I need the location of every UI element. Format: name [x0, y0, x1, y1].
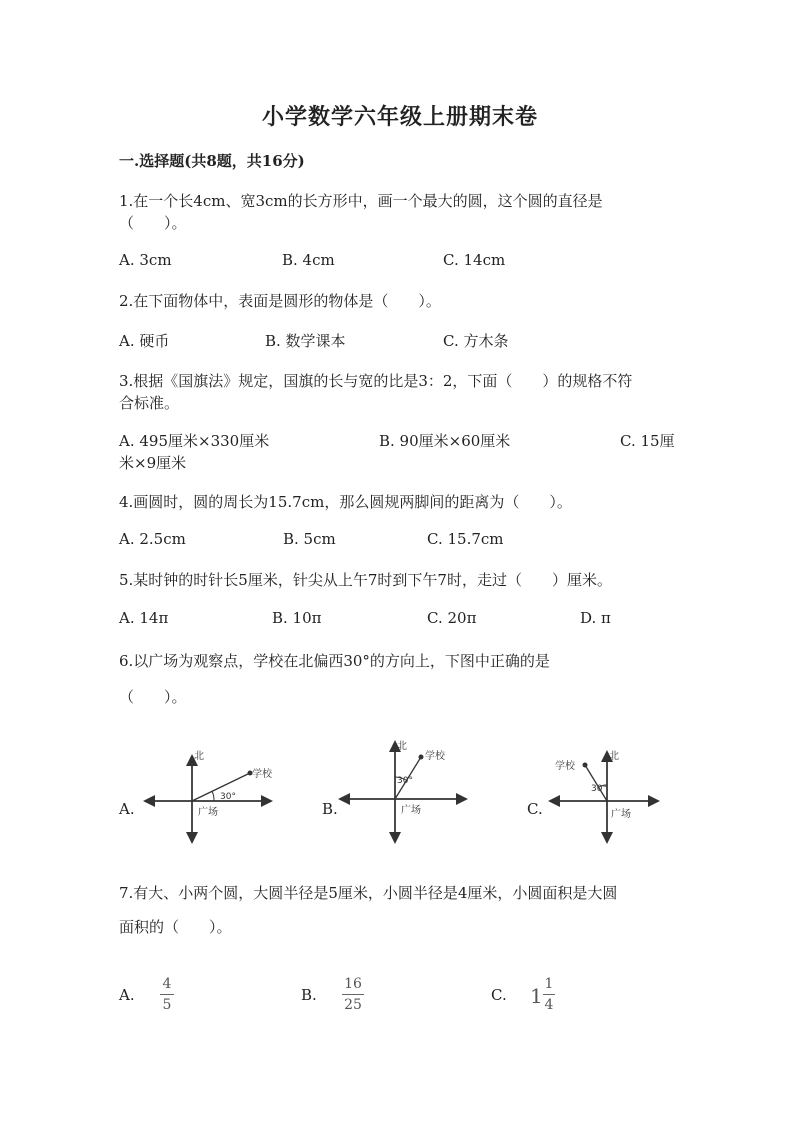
q2-option-b[interactable]: B. 数学课本 [265, 332, 346, 350]
question-5-text: 5.某时钟的时针长5厘米，针尖从上午7时到下午7时，走过（ ）厘米。 [119, 571, 612, 589]
q5-option-b[interactable]: B. 10π [272, 609, 322, 627]
school-label: 学校 [252, 769, 272, 780]
q6-option-a[interactable]: A. [119, 800, 135, 818]
numerator: 4 [162, 976, 172, 992]
question-7-text-cont: 面积的（ ）。 [119, 918, 232, 936]
q1-option-a[interactable]: A. 3cm [119, 251, 172, 269]
school-point [419, 755, 424, 760]
square-label: 广场 [198, 807, 218, 818]
q1-option-b[interactable]: B. 4cm [282, 251, 335, 269]
question-6-text-cont: （ ）。 [119, 688, 187, 706]
denominator: 25 [344, 997, 362, 1013]
angle-arc [212, 791, 214, 801]
question-6-text: 6.以广场为观察点，学校在北偏西30°的方向上，下图中正确的是 [119, 652, 550, 670]
q5-option-d[interactable]: D. π [580, 609, 611, 627]
q7-fraction-c-whole: 1 [530, 984, 543, 1008]
q2-option-a[interactable]: A. 硬币 [119, 332, 170, 350]
square-label: 广场 [401, 805, 421, 816]
q7-fraction-b [342, 975, 364, 1014]
q7-fraction-a [160, 975, 174, 1014]
north-label: 北 [194, 751, 204, 762]
q3-option-c[interactable]: C. 15厘 [620, 432, 675, 450]
north-label: 北 [609, 751, 619, 762]
fraction-bar [160, 994, 174, 995]
q7-fraction-c [543, 975, 555, 1014]
question-3-text: 3.根据《国旗法》规定，国旗的长与宽的比是3：2，下面（ ）的规格不符 [119, 372, 633, 390]
school-ray [585, 765, 607, 801]
q4-option-b[interactable]: B. 5cm [283, 530, 336, 548]
angle-label: 30° [591, 784, 607, 794]
fraction-bar [342, 994, 364, 995]
q7-option-b[interactable]: B. [301, 986, 317, 1004]
school-label: 学校 [555, 761, 575, 772]
q2-option-c[interactable]: C. 方木条 [443, 332, 509, 350]
q6-option-c[interactable]: C. [527, 800, 543, 818]
question-3-text-cont: 合标准。 [119, 394, 180, 412]
diagram-a [140, 745, 280, 845]
q5-option-c[interactable]: C. 20π [427, 609, 477, 627]
numerator: 16 [344, 976, 362, 992]
denominator: 5 [162, 997, 172, 1013]
section-heading: 一.选择题(共8题，共16分) [119, 152, 305, 170]
question-4-text: 4.画圆时，圆的周长为15.7cm，那么圆规两脚间的距离为（ ）。 [119, 493, 572, 511]
diagram-c [545, 745, 665, 845]
fraction-bar [543, 994, 555, 995]
q7-option-c[interactable]: C. [491, 986, 507, 1004]
school-label: 学校 [425, 751, 445, 762]
q7-option-a[interactable]: A. [119, 986, 135, 1004]
angle-label: 30° [397, 776, 413, 786]
diagram-b [335, 735, 475, 845]
q4-option-a[interactable]: A. 2.5cm [119, 530, 186, 548]
question-2-text: 2.在下面物体中，表面是圆形的物体是（ ）。 [119, 292, 441, 310]
square-label: 广场 [611, 809, 631, 820]
q4-option-c[interactable]: C. 15.7cm [427, 530, 504, 548]
q3-option-c-cont: 米×9厘米 [119, 454, 187, 472]
question-1-text: 1.在一个长4cm、宽3cm的长方形中，画一个最大的圆，这个圆的直径是 [119, 192, 603, 210]
q3-option-b[interactable]: B. 90厘米×60厘米 [379, 432, 511, 450]
denominator: 4 [544, 997, 554, 1013]
numerator: 1 [544, 976, 554, 992]
q5-option-a[interactable]: A. 14π [119, 609, 169, 627]
angle-label: 30° [220, 792, 236, 802]
q3-option-a[interactable]: A. 495厘米×330厘米 [119, 432, 270, 450]
north-label: 北 [397, 741, 407, 752]
school-point [583, 763, 588, 768]
question-7-text: 7.有大、小两个圆，大圆半径是5厘米，小圆半径是4厘米，小圆面积是大圆 [119, 884, 618, 902]
q6-option-b[interactable]: B. [322, 800, 338, 818]
question-1-text-cont: （ ）。 [119, 214, 187, 232]
q1-option-c[interactable]: C. 14cm [443, 251, 506, 269]
page-title: 小学数学六年级上册期末卷 [261, 104, 538, 130]
